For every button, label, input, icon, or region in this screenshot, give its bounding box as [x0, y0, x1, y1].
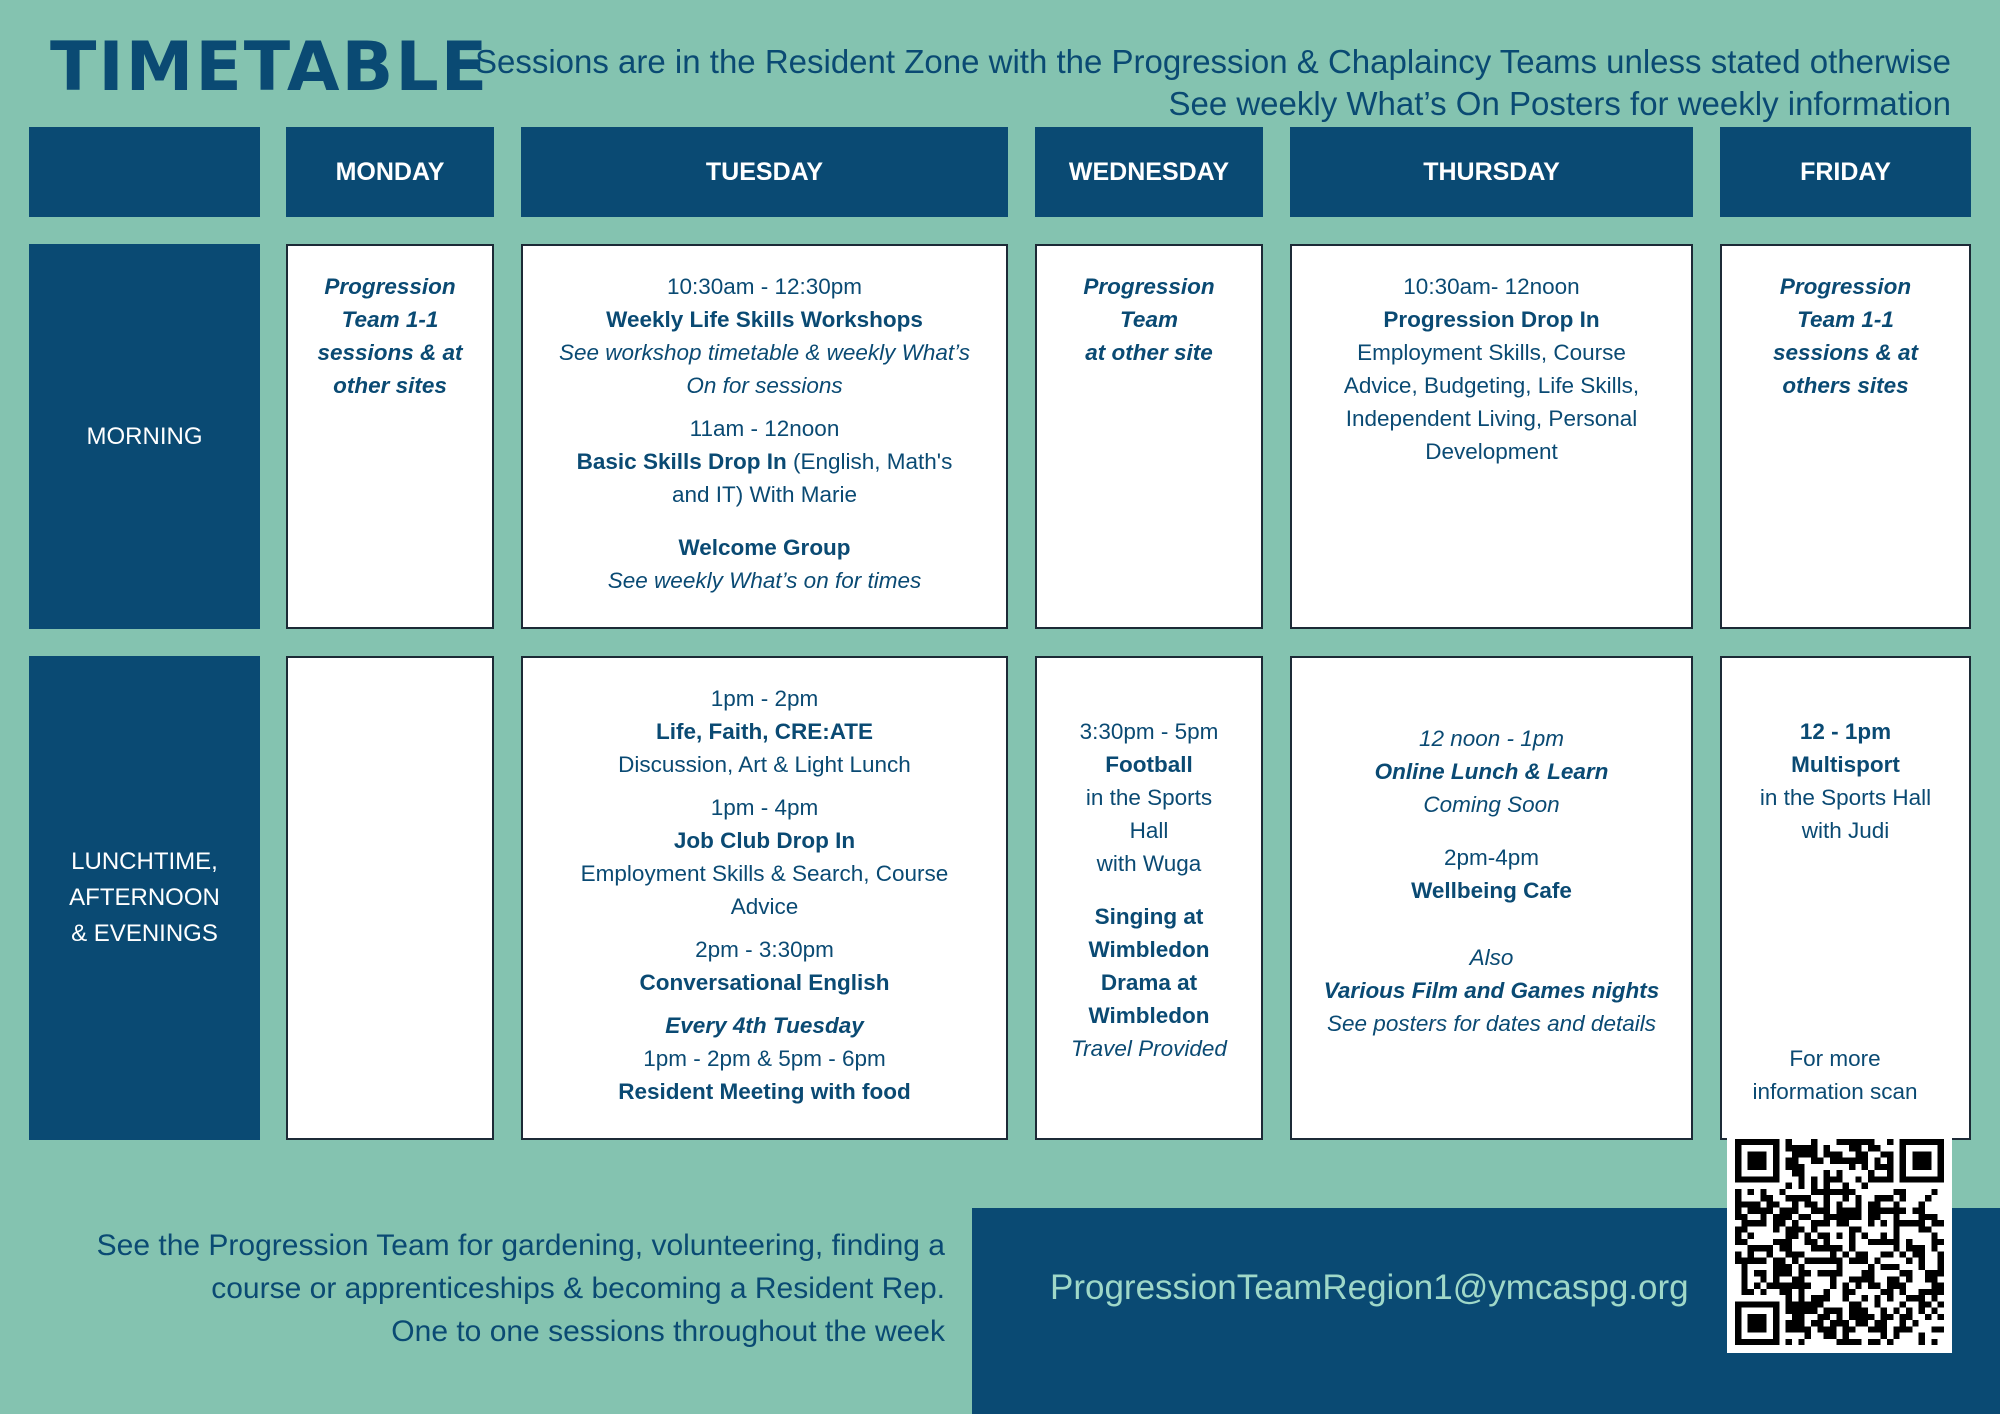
- subtitle-line-2: See weekly What’s On Posters for weekly information: [1168, 85, 1951, 122]
- monday-morning-line-2: Team 1-1: [341, 307, 439, 332]
- wednesday-afternoon-desc-2: Hall: [1129, 818, 1169, 843]
- friday-morning-line-4: others sites: [1782, 373, 1909, 398]
- qr-note-line-1: For more: [1789, 1046, 1881, 1071]
- wednesday-afternoon-title: Football: [1105, 752, 1193, 777]
- friday-afternoon-desc-1: in the Sports Hall: [1759, 785, 1932, 810]
- wednesday-afternoon-title-2d: Wimbledon: [1088, 1003, 1210, 1028]
- row-label-morning: [29, 244, 260, 629]
- thursday-morning-time: 10:30am- 12noon: [1403, 274, 1580, 299]
- tuesday-morning-title-2: Basic Skills Drop In: [576, 449, 787, 474]
- thursday-afternoon-note-3: See posters for dates and details: [1327, 1011, 1656, 1036]
- tuesday-morning-title-2-line: [533, 445, 996, 478]
- wednesday-afternoon-desc-3: with Wuga: [1096, 851, 1202, 876]
- thursday-afternoon-title-2: Wellbeing Cafe: [1411, 878, 1572, 903]
- cell-tuesday-afternoon: [521, 656, 1008, 1140]
- wednesday-morning-line-1: Progression: [1083, 274, 1215, 299]
- tuesday-afternoon-desc-2b: Advice: [730, 894, 799, 919]
- header-friday: FRIDAY: [1720, 127, 1971, 217]
- friday-morning-line-3: sessions & at: [1772, 340, 1919, 365]
- tuesday-morning-title-1: Weekly Life Skills Workshops: [606, 307, 923, 332]
- tuesday-morning-title-3: Welcome Group: [678, 535, 851, 560]
- wednesday-afternoon-title-2a: Singing at: [1094, 904, 1204, 929]
- cell-wednesday-morning: [1035, 244, 1263, 629]
- tuesday-afternoon-time-3: 2pm - 3:30pm: [695, 937, 834, 962]
- thursday-afternoon-title-3: Various Film and Games nights: [1323, 978, 1660, 1003]
- friday-afternoon-title: Multisport: [1791, 752, 1900, 777]
- thursday-afternoon-title-1: Online Lunch & Learn: [1374, 759, 1609, 784]
- cell-wednesday-afternoon: [1035, 656, 1263, 1140]
- tuesday-afternoon-title-2: Job Club Drop In: [673, 828, 856, 853]
- wednesday-afternoon-note: Travel Provided: [1071, 1036, 1227, 1061]
- friday-afternoon-desc-2: with Judi: [1801, 818, 1890, 843]
- tuesday-morning-time-1: 10:30am - 12:30pm: [666, 274, 863, 299]
- footer-info: [40, 1224, 945, 1353]
- tuesday-afternoon-title-1: Life, Faith, CRE:ATE: [655, 719, 874, 744]
- cell-thursday-morning: [1290, 244, 1693, 629]
- tuesday-afternoon-title-4: Resident Meeting with food: [618, 1079, 911, 1104]
- row-label-afternoon-line-1: LUNCHTIME,: [71, 848, 218, 875]
- thursday-afternoon-time-2: 2pm-4pm: [1443, 845, 1540, 870]
- thursday-afternoon-also: Also: [1469, 945, 1514, 970]
- monday-morning-line-4: other sites: [333, 373, 447, 398]
- thursday-afternoon-note-1: Coming Soon: [1423, 792, 1560, 817]
- row-label-morning-text: MORNING: [86, 422, 203, 450]
- monday-morning-line-3: sessions & at: [317, 340, 463, 365]
- qr-note-line-2: information scan: [1752, 1079, 1918, 1104]
- cell-friday-morning: [1720, 244, 1971, 629]
- friday-morning-line-2: Team 1-1: [1797, 307, 1894, 332]
- tuesday-morning-note-3: See weekly What’s on for times: [607, 568, 922, 593]
- cell-monday-afternoon: [286, 656, 494, 1140]
- tuesday-afternoon-time-1: 1pm - 2pm: [710, 686, 819, 711]
- cell-thursday-afternoon: [1290, 656, 1693, 1140]
- header-thursday: THURSDAY: [1290, 127, 1693, 217]
- tuesday-afternoon-time-4: 1pm - 2pm & 5pm - 6pm: [643, 1046, 886, 1071]
- qr-code-icon[interactable]: [1727, 1131, 1952, 1353]
- thursday-morning-desc-3: Independent Living, Personal: [1345, 406, 1638, 431]
- footer-info-line-2: course or apprenticeships & becoming a Resident Rep.: [211, 1272, 945, 1305]
- wednesday-morning-line-3: at other site: [1085, 340, 1213, 365]
- tuesday-morning-time-2: 11am - 12noon: [689, 416, 840, 441]
- monday-morning-line-1: Progression: [324, 274, 456, 299]
- tuesday-morning-title-2-suffix: (English, Math's: [786, 449, 953, 474]
- subtitle-line-1: Sessions are in the Resident Zone with the Progression & Chaplaincy Teams unless stated otherwise: [474, 43, 1951, 80]
- tuesday-morning-title-2-line-2: and IT) With Marie: [671, 482, 858, 507]
- tuesday-morning-note-1a: See workshop timetable & weekly What’s: [558, 340, 971, 365]
- row-label-afternoon-line-3: & EVENINGS: [71, 920, 218, 947]
- wednesday-morning-line-2: Team: [1120, 307, 1178, 332]
- friday-morning-line-1: Progression: [1779, 274, 1912, 299]
- wednesday-afternoon-title-2b: Wimbledon: [1088, 937, 1210, 962]
- thursday-morning-desc-4: Development: [1425, 439, 1558, 464]
- header-wednesday: WEDNESDAY: [1035, 127, 1263, 217]
- thursday-morning-desc-1: Employment Skills, Course: [1357, 340, 1626, 365]
- row-label-afternoon: [29, 656, 260, 1140]
- page-title: TIMETABLE: [50, 28, 490, 107]
- header-corner: [29, 127, 260, 217]
- thursday-morning-title: Progression Drop In: [1383, 307, 1600, 332]
- footer-info-line-1: See the Progression Team for gardening, volunteering, finding a: [96, 1229, 945, 1262]
- footer-info-line-3: One to one sessions throughout the week: [391, 1315, 945, 1348]
- header-monday: MONDAY: [286, 127, 494, 217]
- tuesday-afternoon-desc-1: Discussion, Art & Light Lunch: [618, 752, 911, 777]
- row-label-afternoon-line-2: AFTERNOON: [69, 884, 220, 911]
- qr-note: [1740, 1042, 1930, 1108]
- tuesday-afternoon-desc-2a: Employment Skills & Search, Course: [580, 861, 949, 886]
- contact-email[interactable]: ProgressionTeamRegion1@ymcaspg.org: [1050, 1268, 1689, 1307]
- thursday-afternoon-time-1: 12 noon - 1pm: [1418, 726, 1565, 751]
- wednesday-afternoon-time: 3:30pm - 5pm: [1079, 719, 1219, 744]
- tuesday-afternoon-title-3: Conversational English: [639, 970, 890, 995]
- tuesday-morning-note-1b: On for sessions: [686, 373, 843, 398]
- wednesday-afternoon-desc-1: in the Sports: [1085, 785, 1213, 810]
- cell-tuesday-morning: [521, 244, 1008, 629]
- wednesday-afternoon-title-2c: Drama at: [1100, 970, 1198, 995]
- friday-afternoon-time: 12 - 1pm: [1799, 719, 1892, 744]
- header-tuesday: TUESDAY: [521, 127, 1008, 217]
- cell-monday-morning: [286, 244, 494, 629]
- tuesday-afternoon-note-4: Every 4th Tuesday: [665, 1013, 864, 1038]
- thursday-morning-desc-2: Advice, Budgeting, Life Skills,: [1343, 373, 1640, 398]
- tuesday-afternoon-time-2: 1pm - 4pm: [710, 795, 819, 820]
